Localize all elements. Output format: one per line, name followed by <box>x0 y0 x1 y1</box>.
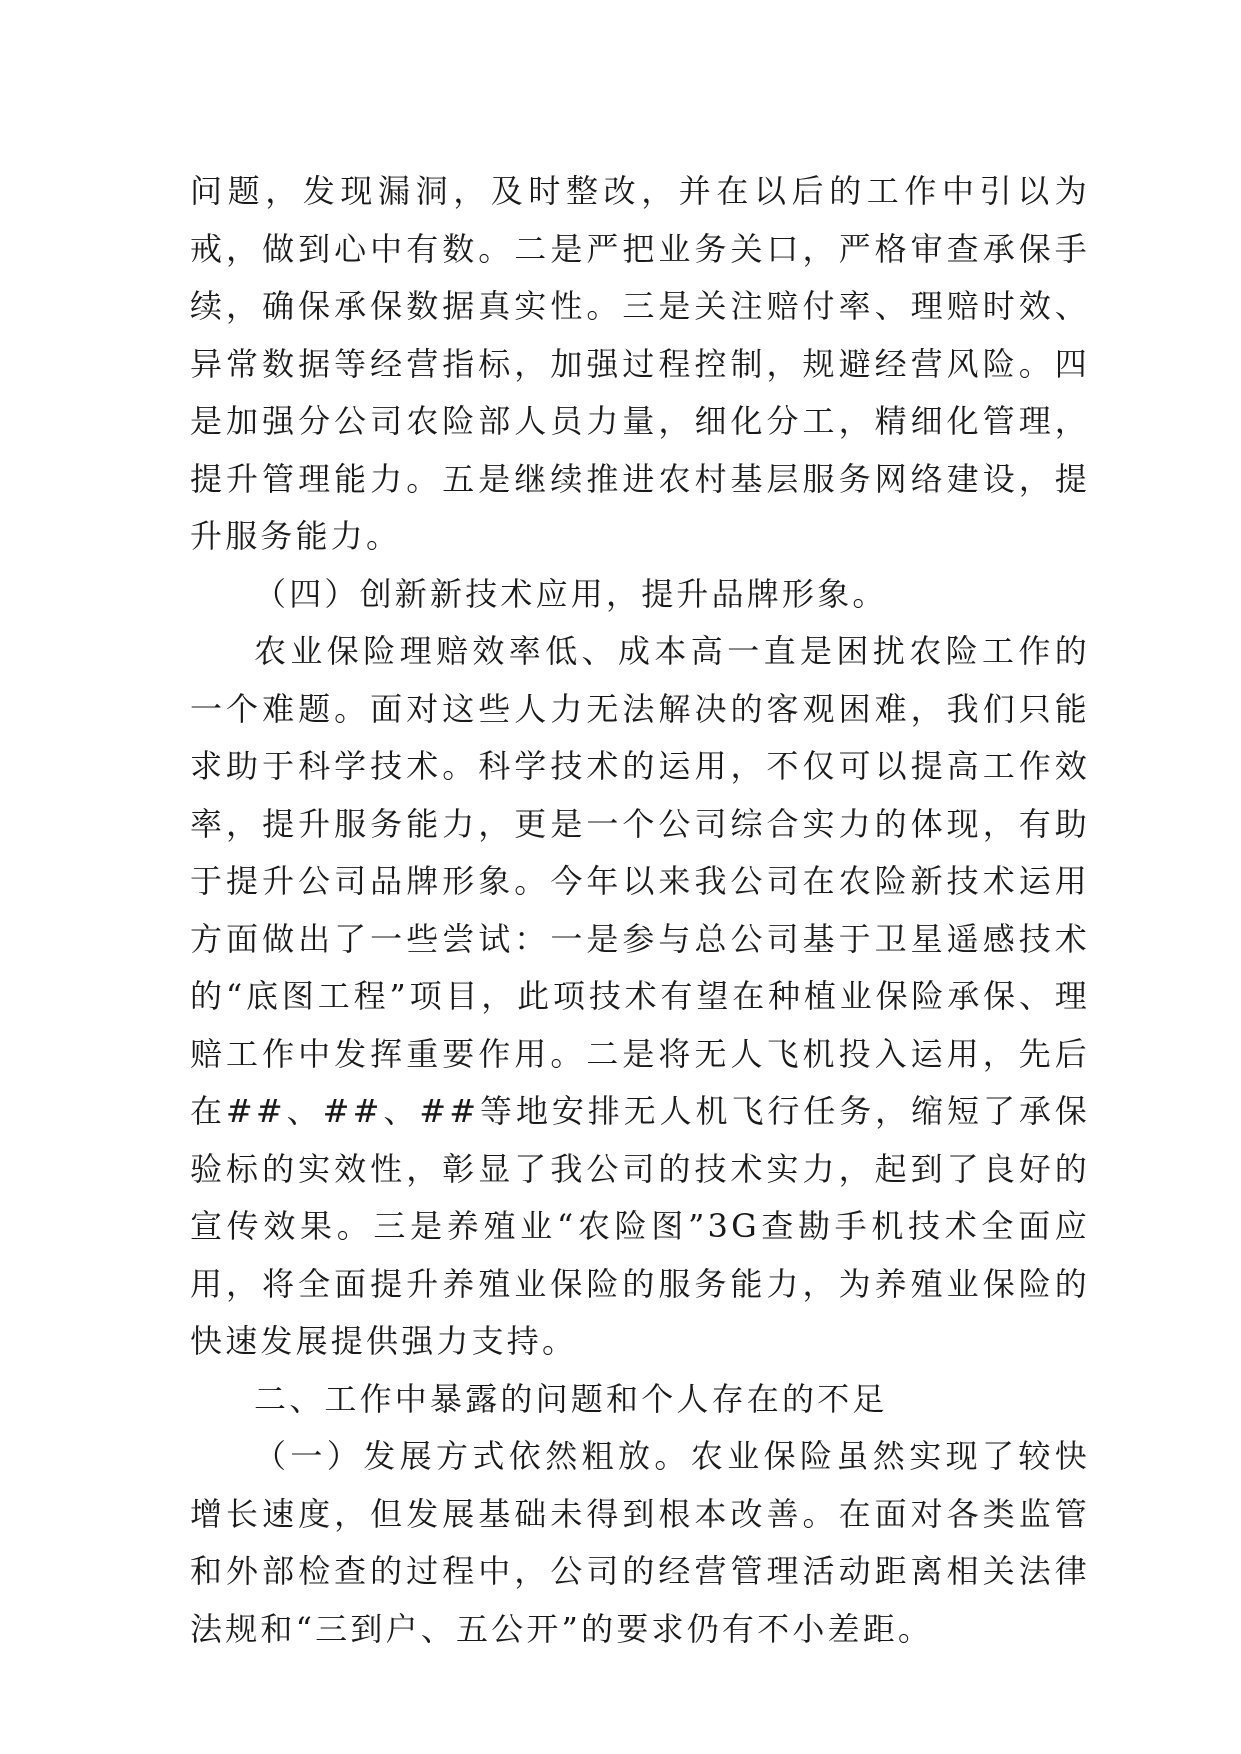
paragraph-continuation: 问题，发现漏洞，及时整改，并在以后的工作中引以为戒，做到心中有数。二是严把业务关口，严格审查承保手续，确保承保数据真实性。三是关注赔付率、理赔时效、异常数据等经营指标，加强过程控制，规避经营风险。四是加强分公司农险部人员力量，细化分工，精细化管理，提升管理能力。五是继续推进农村基层服务网络建设，提升服务能力。 <box>190 172 1090 555</box>
section-heading-problems: 二、工作中暴露的问题和个人存在的不足 <box>254 1379 888 1418</box>
paragraph-development-mode: （一）发展方式依然粗放。农业保险虽然实现了较快增长速度，但发展基础未得到根本改善。在面对各类监管和外部检查的过程中，公司的经营管理活动距离相关法律法规和“三到户、五公开”的要求仍有不小差距。 <box>190 1437 1090 1648</box>
section-heading-innovation: （四）创新新技术应用，提升品牌形象。 <box>254 574 888 613</box>
document-body <box>190 163 1090 1658</box>
paragraph-technology: 农业保险理赔效率低、成本高一直是困扰农险工作的一个难题。面对这些人力无法解决的客观困难，我们只能求助于科学技术。科学技术的运用，不仅可以提高工作效率，提升服务能力，更是一个公司综合实力的体现，有助于提升公司品牌形象。今年以来我公司在农险新技术运用方面做出了一些尝试：一是参与总公司基于卫星遥感技术的“底图工程”项目，此项技术有望在种植业保险承保、理赔工作中发挥重要作用。二是将无人飞机投入运用，先后在##、##、##等地安排无人机飞行任务，缩短了承保验标的实效性，彰显了我公司的技术实力，起到了良好的宣传效果。三是养殖业“农险图”3G查勘手机技术全面应用，将全面提升养殖业保险的服务能力，为养殖业保险的快速发展提供强力支持。 <box>190 632 1090 1360</box>
